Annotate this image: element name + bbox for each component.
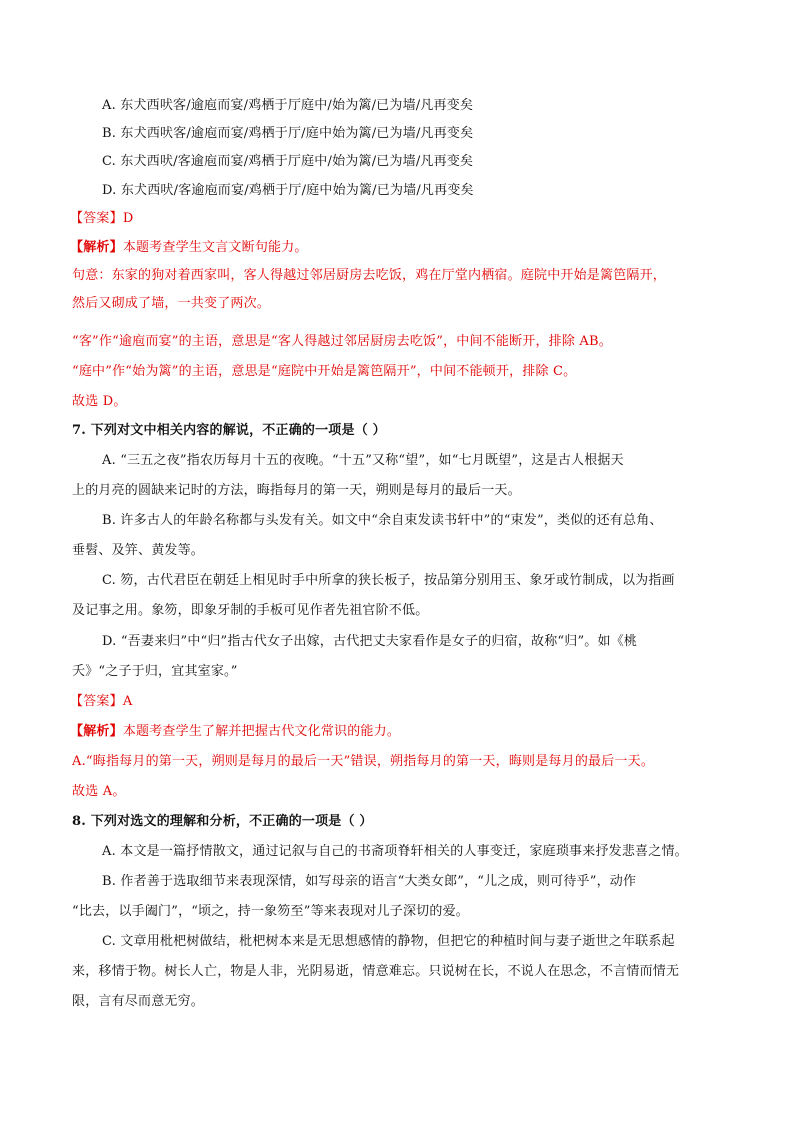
analysis-label: 【解析】 bbox=[70, 240, 123, 255]
q7-analysis bbox=[70, 722, 400, 742]
q8-line: C. 文章用枇杷树做结，枇杷树本来是无思想感情的静物，但把它的种植时间与妻子逝世之年联系起 bbox=[102, 934, 675, 949]
q7-stem: 7. 下列对文中相关内容的解说，不正确的一项是（ ） bbox=[72, 423, 386, 438]
q7-line: C. 笏，古代君臣在朝廷上相见时手中所拿的狭长板子，按品第分别用玉、象牙或竹制成，以为指画 bbox=[102, 573, 675, 588]
q7-line: D. “吾妻来归”中“归”指古代女子出嫁，古代把丈夫家看作是女子的归宿，故称“归”。如《桃 bbox=[102, 634, 638, 649]
q7-explanation-line: A.“晦指每月的第一天，朔则是每月的最后一天”错误，朔指每月的第一天，晦则是每月的最后一天。 bbox=[72, 754, 655, 769]
q8-line: “比去，以手阖门”，“顷之，持一象笏至”等来表现对儿子深切的爱。 bbox=[72, 904, 469, 919]
q6-explanation-line: 句意：东家的狗对着西家叫，客人得越过邻居厨房去吃饭，鸡在厅堂内栖宿。庭院中开始是篱笆隔开， bbox=[72, 268, 667, 283]
q7-explanation-line: 故选 A。 bbox=[72, 784, 126, 799]
analysis-text: 本题考查学生文言文断句能力。 bbox=[122, 240, 308, 255]
analysis-text: 本题考查学生了解并把握古代文化常识的能力。 bbox=[122, 724, 401, 739]
answer-value: D bbox=[122, 211, 134, 226]
answer-value: A bbox=[122, 694, 133, 709]
q6-explanation-line: 然后又砌成了墙，一共变了两次。 bbox=[72, 296, 271, 311]
q8-line: 来，移情于物。树长人亡，物是人非，光阴易逝，情意难忘。只说树在长，不说人在思念，不言情而情无 bbox=[72, 964, 680, 979]
q8-line: A. 本文是一篇抒情散文，通过记叙与自己的书斋项脊轩相关的人事变迁，家庭琐事来抒发悲喜之情。 bbox=[102, 844, 688, 859]
q6-option-d: D. 东犬西吠/客逾庖而宴/鸡栖于厅/庭中始为篱/已为墙/凡再变矣 bbox=[102, 183, 474, 198]
q6-option-b: B. 东犬西吠客/逾庖而宴/鸡栖于厅/庭中始为篱/已为墙/凡再变矣 bbox=[102, 126, 474, 141]
q7-answer bbox=[70, 692, 132, 712]
answer-label: 【答案】 bbox=[70, 694, 123, 709]
q7-line: A. “三五之夜”指农历每月十五的夜晚。“十五”又称“望”，如“七月既望”，这是古人根据天 bbox=[102, 453, 624, 468]
q8-stem: 8. 下列对选文的理解和分析，不正确的一项是（ ） bbox=[72, 814, 373, 829]
q7-line: 垂髫、及笄、黄发等。 bbox=[72, 543, 205, 558]
q6-explanation-line: “客”作“逾庖而宴”的主语，意思是“客人得越过邻居厨房去吃饭”，中间不能断开，排除 AB。 bbox=[72, 334, 612, 349]
q6-analysis bbox=[70, 238, 308, 258]
q7-line: 及记事之用。象笏，即象牙制的手板可见作者先祖官阶不低。 bbox=[72, 603, 429, 618]
q7-line: B. 许多古人的年龄名称都与头发有关。如文中“余自束发读书轩中”的“束发”，类似的还有总角、 bbox=[102, 513, 663, 528]
analysis-label: 【解析】 bbox=[70, 724, 123, 739]
q6-option-a: A. 东犬西吠客/逾庖而宴/鸡栖于厅庭中/始为篱/已为墙/凡再变矣 bbox=[102, 98, 474, 113]
q6-explanation-line: 故选 D。 bbox=[72, 394, 127, 409]
q6-explanation-line: “庭中”作“始为篱”的主语，意思是“庭院中开始是篱笆隔开”，中间不能顿开，排除 C。 bbox=[72, 364, 577, 379]
q6-option-c: C. 东犬西吠/客逾庖而宴/鸡栖于厅庭中/始为篱/已为墙/凡再变矣 bbox=[102, 154, 474, 169]
q8-line: B. 作者善于选取细节来表现深情，如写母亲的语言“大类女郎”，“儿之成，则可待乎”，动作 bbox=[102, 874, 637, 889]
q7-line: 上的月亮的圆缺来记时的方法，晦指每月的第一天，朔则是每月的最后一天。 bbox=[72, 483, 521, 498]
q7-line: 夭》“之子于归，宜其室家。” bbox=[72, 664, 238, 679]
answer-label: 【答案】 bbox=[70, 211, 123, 226]
q8-line: 限，言有尽而意无穷。 bbox=[72, 994, 205, 1009]
q6-answer bbox=[70, 209, 133, 229]
